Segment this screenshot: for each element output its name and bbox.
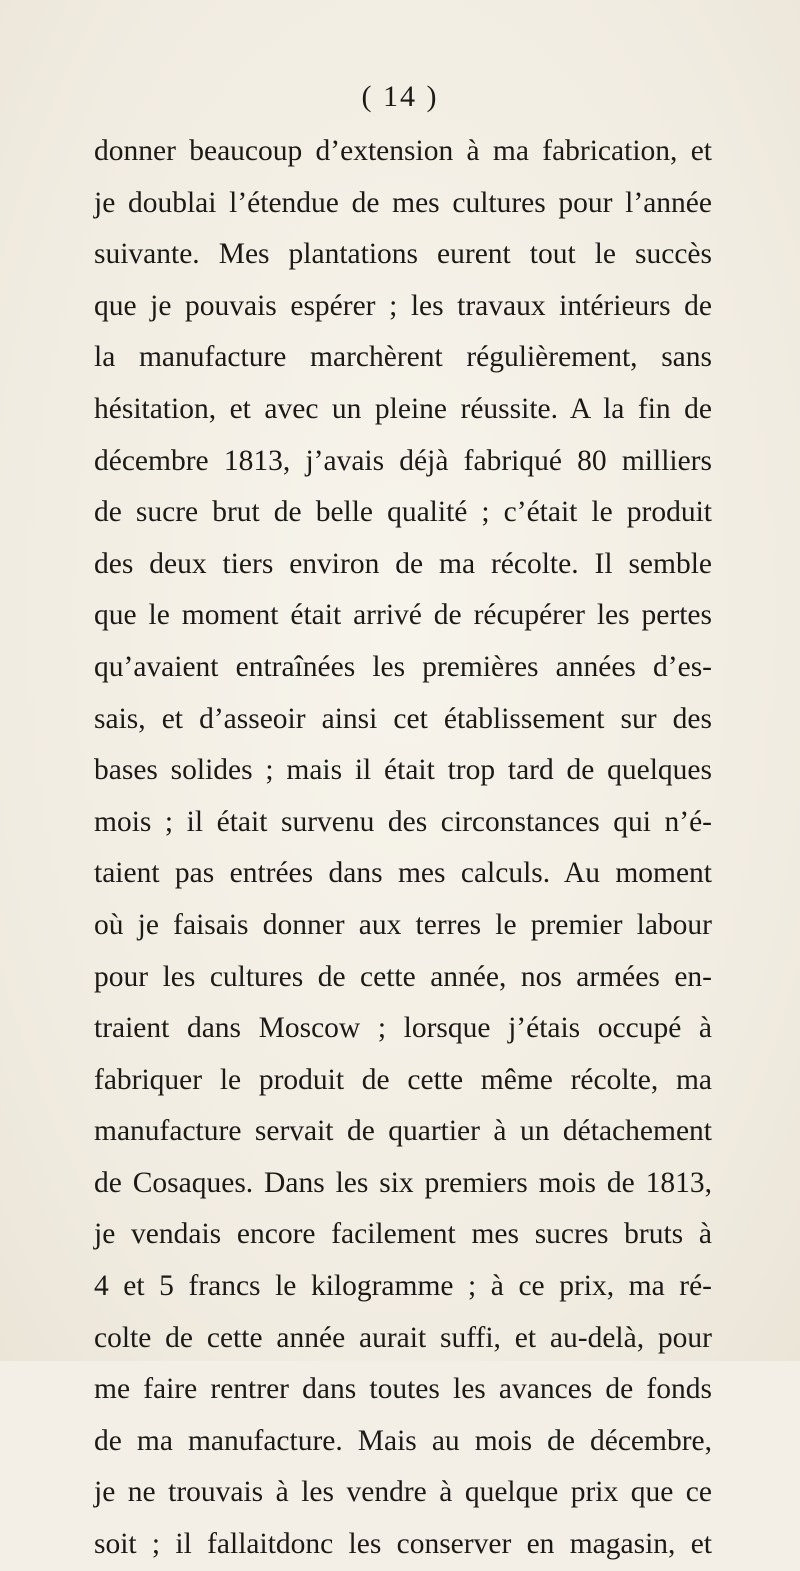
text-line: où je faisais donner aux terres le premier labour — [94, 908, 712, 941]
text-line: 4 et 5 francs le kilogramme ; à ce prix, ma ré- — [94, 1270, 712, 1303]
text-line: mois ; il était survenu des circonstances qui n’é- — [94, 805, 712, 838]
text-line: taient pas entrées dans mes calculs. Au moment — [94, 857, 712, 890]
text-line: me faire rentrer dans toutes les avances de fonds — [94, 1373, 712, 1406]
text-line: de Cosaques. Dans les six premiers mois de 1813, — [94, 1166, 712, 1199]
text-line: pour les cultures de cette année, nos armées en- — [94, 960, 712, 993]
text-line: manufacture servait de quartier à un détachement — [94, 1115, 712, 1148]
text-line: de ma manufacture. Mais au mois de décembre, — [94, 1424, 712, 1457]
text-line: fabriquer le produit de cette même récolte, ma — [94, 1063, 712, 1096]
text-line: bases solides ; mais il était trop tard de quelques — [94, 754, 712, 787]
text-line: que je pouvais espérer ; les travaux intérieurs de — [94, 289, 712, 322]
text-line: qu’avaient entraînées les premières années d’es- — [94, 650, 712, 683]
text-line: donner beaucoup d’extension à ma fabrication, et — [94, 135, 712, 167]
text-line: colte de cette année aurait suffi, et au-delà, pour — [94, 1321, 712, 1354]
text-line: des deux tiers environ de ma récolte. Il semble — [94, 547, 712, 580]
text-line: la manufacture marchèrent régulièrement, sans — [94, 341, 712, 374]
text-line: de sucre brut de belle qualité ; c’était le produit — [94, 496, 712, 529]
text-line: je vendais encore facilement mes sucres bruts à — [94, 1218, 712, 1251]
text-line: traient dans Moscow ; lorsque j’étais occupé à — [94, 1012, 712, 1045]
text-line: suivante. Mes plantations eurent tout le succès — [94, 238, 712, 271]
text-line: je ne trouvais à les vendre à quelque prix que ce — [94, 1476, 712, 1509]
text-line: soit ; il fallaitdonc les conserver en magasin, et — [94, 1528, 712, 1561]
body-text — [94, 126, 712, 1571]
text-line: décembre 1813, j’avais déjà fabriqué 80 milliers — [94, 444, 712, 477]
text-line: je doublai l’étendue de mes cultures pour l’année — [94, 186, 712, 219]
text-line: que le moment était arrivé de récupérer les pertes — [94, 599, 712, 632]
text-line: hésitation, et avec un pleine réussite. A la fin de — [94, 392, 712, 425]
page-number: ( 14 ) — [361, 80, 439, 113]
text-line: sais, et d’asseoir ainsi cet établissement sur des — [94, 702, 712, 735]
